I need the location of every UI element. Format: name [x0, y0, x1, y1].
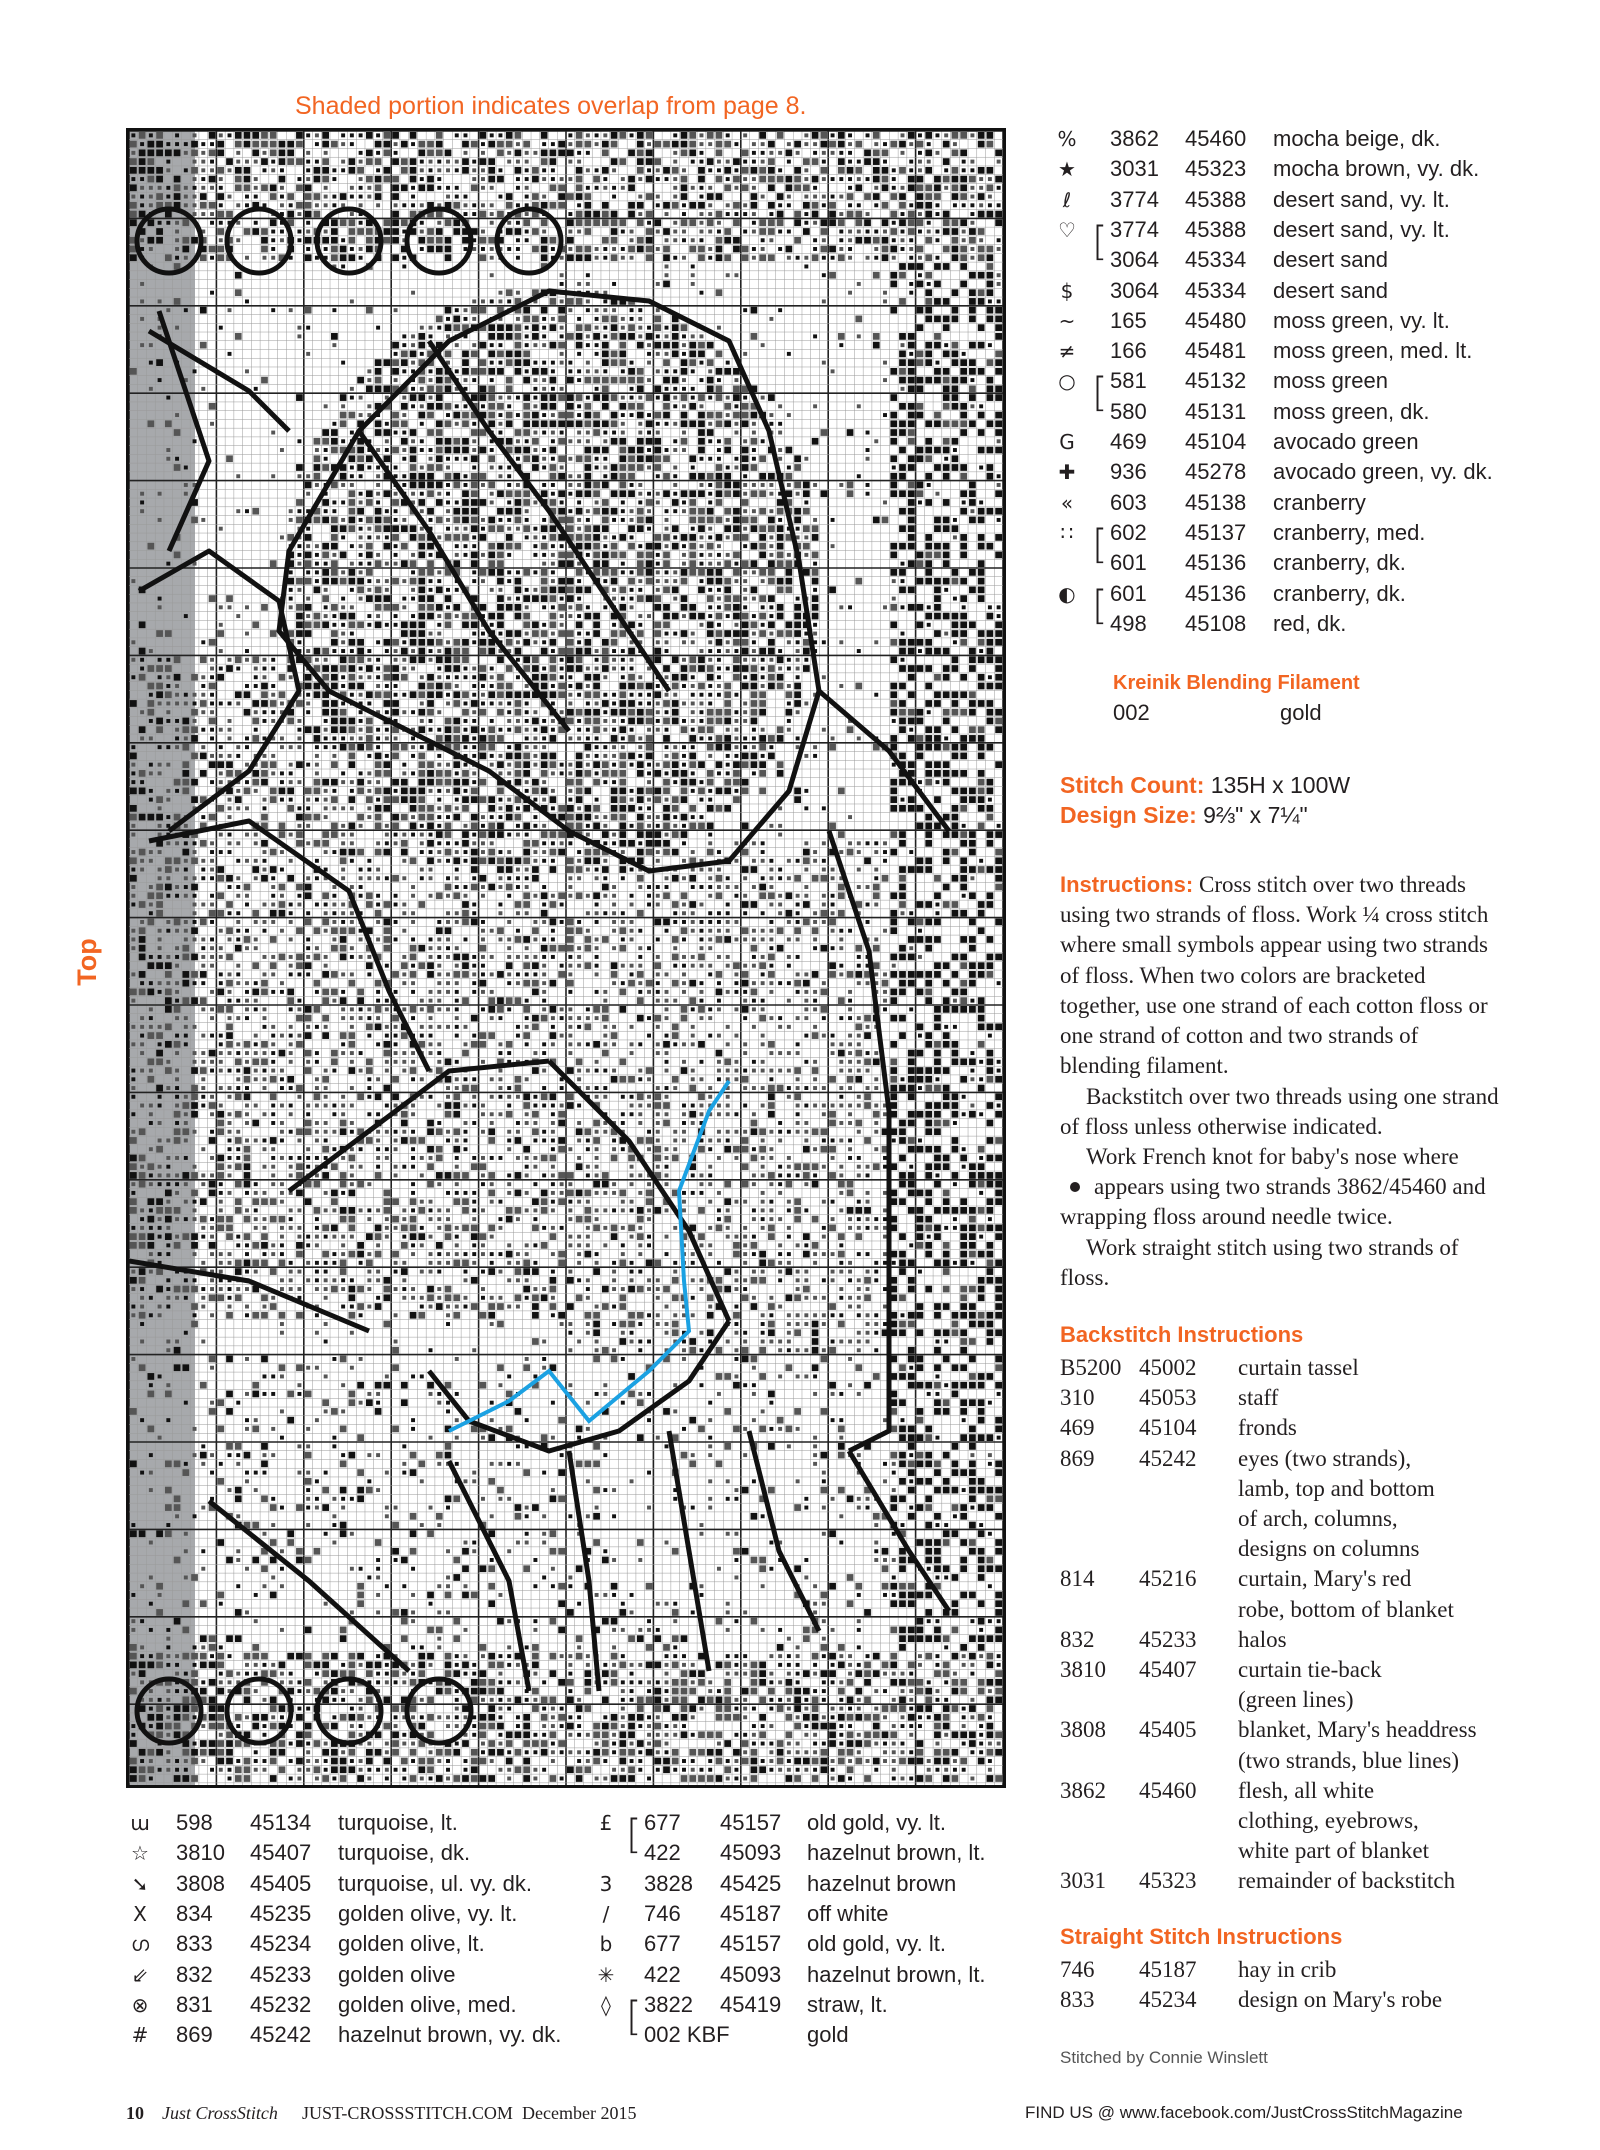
- key-bl-anchor: 45235: [250, 1900, 312, 1926]
- backstitch-dmc: B5200: [1060, 1355, 1122, 1380]
- key-br-anchor: 45419: [720, 1991, 782, 2017]
- key-top-color-name: desert sand, vy. lt.: [1273, 216, 1450, 242]
- key-br-anchor: 45157: [720, 1931, 782, 1957]
- instructions-p3: Work French knot for baby's nose where: [1086, 1144, 1459, 1169]
- backstitch-anchor: 45104: [1139, 1415, 1197, 1441]
- page-number: 10: [126, 2103, 144, 2123]
- key-top-symbol-icon: «: [1060, 490, 1074, 515]
- key-bl-dmc: 834: [176, 1900, 213, 1926]
- key-top-color-name: mocha beige, dk.: [1273, 126, 1441, 151]
- magazine-site: JUST-CROSSSTITCH.COM: [302, 2103, 513, 2123]
- straight-stitch-description: design on Mary's robe: [1238, 1987, 1443, 2013]
- key-bl-anchor: 45407: [250, 1840, 312, 1866]
- key-bl-dmc: 833: [176, 1931, 213, 1957]
- key-top-symbol-icon: $: [1060, 278, 1074, 303]
- key-top-anchor: 45108: [1185, 610, 1247, 636]
- key-top-anchor: 45132: [1185, 368, 1247, 394]
- issue-date: December 2015: [522, 2103, 637, 2123]
- key-top-color-name: desert sand: [1273, 247, 1388, 273]
- instructions-p2: Backstitch over two threads using one strand of floss unless otherwise indicated.: [1060, 1084, 1499, 1140]
- backstitch-description: of arch, columns,: [1238, 1505, 1398, 1531]
- key-top-dmc: 3031: [1110, 156, 1159, 182]
- key-top-dmc: 3064: [1110, 247, 1159, 273]
- key-top-anchor: 45334: [1185, 247, 1247, 273]
- straight-stitch-anchor: 45187: [1139, 1957, 1197, 1982]
- key-top-symbol-icon: ◐: [1058, 581, 1076, 606]
- overlap-note: Shaded portion indicates overlap from page 8.: [295, 92, 807, 120]
- key-top-bracket-icon: [: [1092, 218, 1108, 265]
- key-top-dmc: 3774: [1110, 186, 1159, 212]
- key-top-dmc: 166: [1110, 338, 1147, 364]
- stitch-count-value: 135H x 100W: [1210, 772, 1351, 798]
- backstitch-anchor: 45216: [1139, 1566, 1197, 1592]
- backstitch-description: robe, bottom of blanket: [1238, 1596, 1454, 1622]
- key-bl-dmc: 831: [176, 1991, 213, 2017]
- key-bl-color-name: turquoise, ul. vy. dk.: [338, 1870, 533, 1896]
- key-br-color-name: hazelnut brown, lt.: [807, 1840, 986, 1866]
- key-br-anchor: 45187: [720, 1900, 782, 1926]
- key-br-bracket-icon: [: [626, 1812, 642, 1858]
- cross-stitch-chart: [126, 128, 1006, 1788]
- key-top-color-name: moss green, vy. lt.: [1273, 307, 1450, 333]
- key-bl-color-name: golden olive, lt.: [338, 1931, 485, 1957]
- backstitch-description: lamb, top and bottom: [1238, 1475, 1435, 1501]
- key-br-color-name: gold: [807, 2022, 849, 2048]
- key-top-anchor: 45334: [1185, 277, 1247, 303]
- key-br-anchor: 45093: [720, 1840, 782, 1866]
- backstitch-anchor: 45405: [1139, 1717, 1197, 1743]
- backstitch-dmc: 869: [1060, 1445, 1095, 1471]
- key-top-symbol-icon: ✚: [1058, 460, 1076, 485]
- key-br-symbol-icon: /: [602, 1901, 610, 1926]
- backstitch-anchor: 45002: [1139, 1355, 1197, 1380]
- key-top-anchor: 45136: [1185, 580, 1247, 606]
- backstitch-description: blanket, Mary's headdress: [1238, 1717, 1477, 1743]
- instructions-p3b-text: appears using two strands 3862/45460 and wrapping floss around needle twice.: [1060, 1174, 1486, 1230]
- backstitch-anchor: 45053: [1139, 1385, 1197, 1411]
- key-top-symbol-icon: ♡: [1058, 217, 1076, 242]
- key-br-symbol-icon: ◊: [601, 1992, 611, 2017]
- backstitch-dmc: 3031: [1060, 1868, 1106, 1894]
- key-br-anchor: 45093: [720, 1961, 782, 1987]
- key-bl-color-name: turquoise, dk.: [338, 1840, 471, 1866]
- key-top-anchor: 45131: [1185, 398, 1247, 424]
- key-top-symbol-icon: ℓ: [1062, 187, 1072, 212]
- straight-stitch-dmc: 746: [1060, 1957, 1095, 1982]
- key-top-dmc: 603: [1110, 489, 1147, 515]
- backstitch-description: flesh, all white: [1238, 1777, 1375, 1803]
- backstitch-dmc: 310: [1060, 1385, 1095, 1411]
- key-bl-symbol-icon: #: [131, 2023, 149, 2048]
- key-bl-symbol-icon: ഗ: [130, 1932, 150, 1957]
- backstitch-dmc: 832: [1060, 1626, 1095, 1652]
- key-top-color-name: cranberry, dk.: [1273, 580, 1406, 606]
- backstitch-description: staff: [1238, 1385, 1279, 1411]
- key-top-anchor: 45104: [1185, 429, 1247, 454]
- backstitch-heading: Backstitch Instructions: [1060, 1322, 1304, 1347]
- key-br-symbol-icon: b: [599, 1932, 613, 1957]
- key-br-bracket-icon: [: [626, 1993, 642, 2040]
- key-bl-dmc: 3808: [176, 1870, 225, 1896]
- key-bl-dmc: 3810: [176, 1840, 225, 1866]
- design-size-value: 9⅔" x 7¼": [1203, 802, 1308, 828]
- key-top-anchor: 45388: [1185, 186, 1247, 212]
- key-top-dmc: 936: [1110, 459, 1147, 485]
- key-bl-dmc: 598: [176, 1810, 213, 1835]
- kreinik-name: gold: [1280, 700, 1322, 725]
- key-bl-color-name: turquoise, lt.: [338, 1810, 458, 1835]
- key-top-anchor: 45388: [1185, 216, 1247, 242]
- key-top-anchor: 45136: [1185, 550, 1247, 576]
- key-bl-anchor: 45234: [250, 1931, 312, 1957]
- key-top-symbol-icon: ★: [1058, 157, 1076, 182]
- key-top-color-name: desert sand: [1273, 277, 1388, 303]
- instructions-p4: Work straight stitch using two strands of floss.: [1060, 1235, 1459, 1291]
- key-top-color-name: avocado green: [1273, 429, 1419, 454]
- key-top-dmc: 3862: [1110, 126, 1159, 151]
- key-top-bracket-icon: [: [1092, 521, 1108, 568]
- key-top-symbol-icon: ~: [1058, 308, 1076, 333]
- key-br-symbol-icon: 3: [599, 1871, 613, 1896]
- key-top-symbol-icon: %: [1057, 127, 1077, 151]
- backstitch-dmc: 3808: [1060, 1717, 1106, 1743]
- key-top-color-name: moss green, med. lt.: [1273, 338, 1473, 364]
- stitch-count: [1060, 772, 1350, 799]
- backstitch-dmc: 469: [1060, 1415, 1095, 1441]
- backstitch-description: white part of blanket: [1238, 1838, 1429, 1864]
- key-bl-anchor: 45233: [250, 1961, 312, 1987]
- french-knot-icon: [1070, 1182, 1080, 1192]
- backstitch-description: curtain tassel: [1238, 1355, 1359, 1380]
- key-bl-color-name: hazelnut brown, vy. dk.: [338, 2022, 562, 2048]
- key-top-dmc: 469: [1110, 429, 1147, 454]
- key-bl-anchor: 45232: [250, 1991, 312, 2017]
- top-orientation-label: Top: [72, 938, 102, 986]
- key-bl-anchor: 45405: [250, 1870, 312, 1896]
- key-top-anchor: 45481: [1185, 338, 1247, 364]
- backstitch-anchor: 45460: [1139, 1777, 1197, 1803]
- backstitch-anchor: 45233: [1139, 1626, 1197, 1652]
- backstitch-dmc: 3862: [1060, 1777, 1106, 1803]
- key-top-color-name: moss green, dk.: [1273, 398, 1430, 424]
- key-bl-anchor: 45242: [250, 2022, 312, 2048]
- backstitch-dmc: 814: [1060, 1566, 1095, 1592]
- backstitch-description: designs on columns: [1238, 1536, 1420, 1562]
- key-br-anchor: 45157: [720, 1810, 782, 1835]
- key-top-dmc: 580: [1110, 398, 1147, 424]
- backstitch-anchor: 45407: [1139, 1657, 1197, 1682]
- straight-stitch-heading: Straight Stitch Instructions: [1060, 1924, 1343, 1949]
- key-top-symbol-icon: ≠: [1058, 339, 1076, 364]
- key-top-dmc: 165: [1110, 307, 1147, 333]
- backstitch-description: remainder of backstitch: [1238, 1868, 1456, 1894]
- key-top-anchor: 45138: [1185, 489, 1247, 515]
- key-bl-symbol-icon: ⇙: [131, 1962, 149, 1987]
- key-top-color-name: mocha brown, vy. dk.: [1273, 156, 1480, 182]
- backstitch-anchor: 45323: [1139, 1868, 1197, 1894]
- instructions-label: Instructions:: [1060, 872, 1194, 897]
- key-top-bracket-icon: [: [1092, 370, 1108, 417]
- key-br-dmc: 422: [644, 1961, 681, 1987]
- key-top-color-name: desert sand, vy. lt.: [1273, 186, 1450, 212]
- backstitch-description: fronds: [1238, 1415, 1297, 1441]
- straight-stitch-description: hay in crib: [1238, 1957, 1337, 1982]
- key-top-anchor: 45460: [1185, 126, 1247, 151]
- key-br-color-name: straw, lt.: [807, 1991, 888, 2017]
- key-top-color-name: cranberry: [1273, 489, 1366, 515]
- instructions-p1: [1060, 870, 1500, 1081]
- key-top-symbol-icon: ○: [1058, 369, 1076, 394]
- find-us-link[interactable]: FIND US @ www.facebook.com/JustCrossStitchMagazine: [1025, 2103, 1463, 2122]
- design-size-label: Design Size:: [1060, 802, 1197, 828]
- key-top-dmc: 3774: [1110, 216, 1159, 242]
- key-br-dmc: 677: [644, 1810, 681, 1835]
- key-top-bracket-icon: [: [1092, 582, 1108, 629]
- key-bl-color-name: golden olive, med.: [338, 1991, 517, 2017]
- key-bl-symbol-icon: ɯ: [130, 1811, 150, 1835]
- key-br-dmc: 746: [644, 1900, 681, 1926]
- magazine-name: Just CrossStitch: [162, 2103, 278, 2123]
- backstitch-description: (green lines): [1238, 1687, 1354, 1713]
- backstitch-dmc: 3810: [1060, 1657, 1106, 1682]
- key-top-dmc: 581: [1110, 368, 1147, 394]
- backstitch-description: halos: [1238, 1626, 1287, 1652]
- key-top-dmc: 602: [1110, 519, 1147, 545]
- key-bl-symbol-icon: ➘: [131, 1871, 149, 1896]
- key-bl-dmc: 832: [176, 1961, 213, 1987]
- key-top-dmc: 498: [1110, 610, 1147, 636]
- backstitch-description: (two strands, blue lines): [1238, 1747, 1460, 1773]
- straight-stitch-dmc: 833: [1060, 1987, 1095, 2013]
- key-top-dmc: 601: [1110, 580, 1147, 606]
- key-top-symbol-icon: G: [1059, 430, 1075, 454]
- key-br-dmc: 002 KBF: [644, 2022, 730, 2048]
- key-top-dmc: 3064: [1110, 277, 1159, 303]
- key-top-color-name: red, dk.: [1273, 610, 1347, 636]
- key-top-anchor: 45323: [1185, 156, 1247, 182]
- key-br-dmc: 677: [644, 1931, 681, 1957]
- key-bl-dmc: 869: [176, 2022, 213, 2048]
- key-br-symbol-icon: ✳: [597, 1962, 615, 1987]
- key-top-dmc: 601: [1110, 550, 1147, 576]
- key-top-anchor: 45137: [1185, 519, 1247, 545]
- key-top-color-name: moss green: [1273, 368, 1388, 394]
- stitched-by-credit: Stitched by Connie Winslett: [1060, 2048, 1268, 2067]
- straight-stitch-anchor: 45234: [1139, 1987, 1197, 2013]
- instructions-p3b: [1060, 1172, 1500, 1232]
- key-br-color-name: hazelnut brown, lt.: [807, 1961, 986, 1987]
- key-bl-symbol-icon: ☆: [131, 1841, 149, 1866]
- key-br-symbol-icon: £: [599, 1811, 613, 1835]
- key-br-color-name: off white: [807, 1900, 889, 1926]
- key-bl-symbol-icon: ⊗: [131, 1992, 149, 2017]
- key-top-color-name: avocado green, vy. dk.: [1273, 459, 1493, 485]
- backstitch-description: curtain, Mary's red: [1238, 1566, 1412, 1592]
- key-br-anchor: 45425: [720, 1870, 782, 1896]
- design-size: [1060, 802, 1308, 829]
- key-br-color-name: old gold, vy. lt.: [807, 1810, 946, 1835]
- key-bl-anchor: 45134: [250, 1810, 312, 1835]
- key-top-color-name: cranberry, med.: [1273, 519, 1426, 545]
- backstitch-description: clothing, eyebrows,: [1238, 1807, 1419, 1833]
- backstitch-description: curtain tie-back: [1238, 1657, 1382, 1682]
- key-top-symbol-icon: ∷: [1060, 520, 1074, 545]
- key-top-anchor: 45278: [1185, 459, 1247, 485]
- key-br-color-name: old gold, vy. lt.: [807, 1931, 946, 1957]
- backstitch-anchor: 45242: [1139, 1445, 1197, 1471]
- chart-grid-svg: [129, 131, 1003, 1785]
- stitch-count-label: Stitch Count:: [1060, 772, 1205, 798]
- key-top-anchor: 45480: [1185, 307, 1247, 333]
- key-br-dmc: 3822: [644, 1991, 693, 2017]
- key-bl-color-name: golden olive, vy. lt.: [338, 1900, 518, 1926]
- kreinik-heading: Kreinik Blending Filament: [1113, 672, 1360, 694]
- key-bl-symbol-icon: X: [133, 1901, 147, 1926]
- key-top-color-name: cranberry, dk.: [1273, 550, 1406, 576]
- key-br-color-name: hazelnut brown: [807, 1870, 957, 1896]
- kreinik-code: 002: [1113, 700, 1150, 725]
- instructions-p1-text: Cross stitch over two threads using two strands of floss. Work ¼ cross stitch where small symbols appear using two strands of floss. When two colors are bracketed together, use one strand of each cotton floss or one strand of cotton and two strands of blending filament.: [1060, 872, 1489, 1079]
- key-br-dmc: 422: [644, 1840, 681, 1866]
- key-br-dmc: 3828: [644, 1870, 693, 1896]
- backstitch-description: eyes (two strands),: [1238, 1445, 1412, 1471]
- key-bl-color-name: golden olive: [338, 1961, 456, 1987]
